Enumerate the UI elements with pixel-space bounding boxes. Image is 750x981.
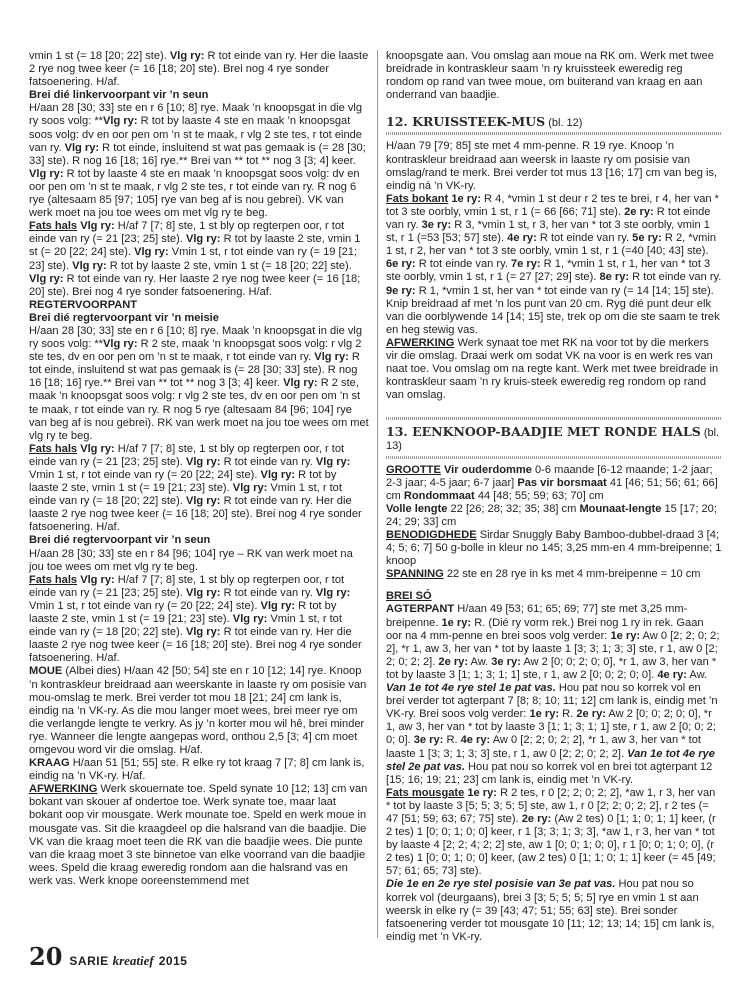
paragraph <box>29 89 369 102</box>
underlined-heading: BREI SÓ <box>386 590 432 603</box>
body-text: Aw 2 [0; 0; 2; 0; 0], *r 1, aw 3, her van * tot by laaste 3 [1; 1; 3; 1; 1] ste, r 1, aw 2 [0; 0; 2; 0; 0]. <box>386 708 716 747</box>
section-rule <box>386 132 722 135</box>
underlined-heading: AFWERKING <box>29 783 98 796</box>
section-heading-page-ref: (bl. 12) <box>545 117 583 130</box>
body-text: H/aan 28 [30; 33] ste en r 6 [10; 8] rye. Maak ’n knoopsgat in die vlg ry soos volg: ** <box>29 102 363 128</box>
body-text: Vmin 1 st, r tot einde van ry (= 19 [21; 23] ste). <box>29 246 358 272</box>
paragraph <box>386 590 722 603</box>
bold-label: Vlg ry: <box>232 613 268 626</box>
body-text: Aw 0 [2; 2; 0; 2; 2], *r 1, aw 3, her van * tot laaste 1 [3; 3; 1; 3; 3] ste, r 1, aw 0 [2; 2; 0; 2; 2]. <box>386 734 701 760</box>
body-text: R 3, *vmin 1 st, r 3, her van * tot 3 ste oorbly, vmin 1 st, r 1 (=53 [53; 57] ste). <box>386 219 710 245</box>
paragraph <box>29 102 369 220</box>
bold-label: 1e ry: <box>529 708 560 721</box>
body-text: R tot einde van ry. Her die laaste 2 rye nog twee keer (= 16 [18; 20] ste). Brei nog 4 rye sonder fatsoenering. H/af. <box>29 626 362 665</box>
body-text: H/aan 49 [53; 61; 65; 69; 77] ste met 3,25 mm-breipenne. <box>386 603 688 629</box>
body-text: knoopsgate aan. Vou omslag aan moue na RK om. Werk met twee breidrade in kontraskleur saam ’n ry kruissteek eweredig reg rondom op rand van twee moue, om buiterand van kraag en aan onderrand van baadjie. <box>386 50 714 102</box>
paragraph <box>29 443 369 535</box>
body-text: R tot einde, insluitend st wat pas gemaak is (= 28 [30; 33] ste). R nog 16 [18; 16] rye.** Brei van ** tot ** nog 3 [3; 4] keer. <box>29 351 360 390</box>
paragraph <box>29 299 369 312</box>
bold-label: Vlg ry: <box>134 246 169 259</box>
body-text: R tot einde van ry. Her die laaste 2 rye nog twee keer (= 16 [18; 20] ste). Brei nog 4 rye sonder fatsoenering. H/af. <box>29 50 369 89</box>
paragraph <box>29 220 369 299</box>
bold-label: Vlg ry: <box>185 455 221 468</box>
bold-label: 4e ry: <box>657 668 687 681</box>
body-text: H/aan 79 [79; 85] ste met 4 mm-penne. R 19 rye. Knoop ’n kontraskleur breidraad aan weersk in laaste ry om posisie van omslag/rand te merk. Brei verder tot mus 13 [16; 17] cm van beg is, eindig ná ’n VK-ry. <box>386 140 718 192</box>
body-text: Sirdar Snuggly Baby Bamboo-dubbel-draad 3 [4; 4; 5; 6; 7] 50 g-bolle in kleur no 145; 3,25 mm-en 4 mm-breipenne; 1 knoop <box>386 529 722 568</box>
paragraph <box>29 312 369 325</box>
bold-label: 7e ry: <box>510 258 541 271</box>
body-text: Vmin 1 st, r tot einde van ry (= 18 [20; 22] ste). <box>29 482 342 508</box>
magazine-name: SARIE <box>69 954 109 968</box>
body-text: R tot by laaste 2 ste, vmin 1 st (= 19 [21; 23] ste). <box>29 469 337 495</box>
underlined-heading: BENODIGDHEDE <box>386 529 477 541</box>
underlined-heading: Fats hals <box>29 573 78 586</box>
paragraph <box>386 50 722 102</box>
bold-label: Vlg ry: <box>314 351 349 364</box>
paragraph <box>386 878 722 943</box>
bold-label: 1e ry: <box>467 786 497 799</box>
bold-label: 1e ry: <box>441 616 472 629</box>
bold-label: Volle lengte <box>386 502 448 515</box>
underlined-heading: GROOTTE <box>386 463 441 476</box>
paragraph <box>386 503 722 529</box>
bold-label: AGTERPANT <box>386 603 455 616</box>
body-text: Aw. <box>686 668 708 681</box>
bold-label: 2e ry: <box>576 708 606 721</box>
section-heading-title: 13. EENKNOOP-BAADJIE MET RONDE HALS <box>386 424 701 440</box>
bold-label: KRAAG <box>29 757 70 770</box>
body-text: R 4, *vmin 1 st deur r 2 tes te brei, r 4, her van * tot 3 ste oorbly, vmin 1 st, r 1 (= 66 [66; 71] ste). <box>386 192 719 218</box>
bold-label: Vlg ry: <box>283 377 318 390</box>
bold-label: 2e ry: <box>438 655 469 668</box>
bold-label: Vlg ry: <box>185 626 221 639</box>
paragraph <box>386 568 722 581</box>
body-text: R tot einde van ry. <box>220 586 316 599</box>
body-text: Vmin 1 st, r tot einde van ry (= 20 [22; 24] ste). <box>29 599 261 612</box>
underlined-heading: Fats mousgate <box>386 786 465 799</box>
bold-label: Vlg ry: <box>185 495 221 508</box>
spacer <box>386 581 722 590</box>
paragraph <box>29 325 369 443</box>
body-text: Werk synaat toe met RK na voor tot by die merkers vir die omslag. Draai werk om sodat VK na voor is en werk res van naat toe. Vou omslag om na regte kant. Werk met twee breidrade in kontraskleur saam ’n ry kruis-steek eweredig reg rondom op rand van omslag. <box>386 336 719 402</box>
body-text: R tot einde van ry. <box>386 205 711 232</box>
paragraph <box>29 574 369 666</box>
body-text: R tot by laaste 4 ste en maak ’n knoopsgat soos volg: dv en oor pen om ’n st te maak, r vlg 2 ste tes, r tot einde van ry. R nog 6 rye (altesaam 85 [97; 105] rye van beg af is nou gebrei). VK van werk moet na jou toe wees om met vlg ry te beg. <box>29 167 360 220</box>
bold-label: Vlg ry: <box>169 50 205 62</box>
bold-label: 8e ry: <box>599 271 630 284</box>
bold-label: 4e ry: <box>460 734 491 747</box>
paragraph <box>386 140 722 192</box>
bold-label: Vlg ry: <box>315 455 351 468</box>
body-text: H/af 7 [7; 8] ste, 1 st bly op regterpen oor, r tot einde van ry (= 21 [23; 25] ste). <box>29 220 345 246</box>
body-text: R 2 tes, r 0 [2; 2; 0; 2; 2], *aw 1, r 3, her van * tot by laaste 3 [5; 5; 3; 5; 5] ste, aw 1, r 0 [2; 2; 0; 2; 2], r 2 tes (= 47 [51; 59; 63; 67; 75] ste). <box>386 786 716 825</box>
body-text: Hou pat nou so korrek vol en brei tot agterpant 12 [15; 16; 19; 21; 23] cm lank is, eindig met ’n VK-ry. <box>386 760 713 786</box>
body-text: R tot einde, insluitend st wat pas gemaak is (= 28 [30; 33] ste). R nog 16 [18; 16] rye.** Brei van ** tot ** nog 3 [3; 4] keer. <box>29 141 366 167</box>
bold-label: 3e ry: <box>491 655 521 668</box>
paragraph <box>29 757 369 783</box>
body-text: H/aan 28 [30; 33] ste en r 84 [96; 104] rye – RK van werk moet na jou toe wees om met vlg ry te beg. <box>29 547 353 573</box>
bold-label: 3e ry: <box>413 734 444 747</box>
bold-label: Vlg ry: <box>29 272 64 285</box>
bold-label: Vlg ry: <box>315 586 351 599</box>
body-text: R tot einde van ry. Her laaste 2 rye nog twee keer (= 16 [18; 20] ste). Brei nog 4 rye sonder fatsoenering. H/af. <box>29 272 361 298</box>
body-text: R tot by laaste 2 ste, vmin 1 st (= 19 [21; 23] ste). <box>29 599 337 626</box>
bold-label: Vlg ry: <box>80 573 115 586</box>
bold-label: 1e ry: <box>451 192 481 205</box>
body-text: R 1, *vmin 1 st, her van * tot einde van ry (= 14 [14; 15] ste). Knip breidraad af met ’n los punt van 20 cm. Ryg dié punt deur elk van die oorblywende 14 [14; 15] ste, trek op om die ste saam te trek en heg stewig vas. <box>386 284 720 336</box>
bold-label: Vlg ry: <box>64 141 100 154</box>
body-text: 22 [26; 28; 32; 35; 38] cm <box>447 502 580 515</box>
underlined-heading: AFWERKING <box>386 336 455 349</box>
bold-label: Vlg ry: <box>260 469 296 481</box>
bold-label: Vlg ry: <box>260 599 296 612</box>
paragraph <box>29 548 369 574</box>
body-text: H/af 7 [7; 8] ste, 1 st bly op regterpen oor, r tot einde van ry (= 21 [23; 25] ste). <box>29 573 345 599</box>
bold-label: Vlg ry: <box>103 115 138 128</box>
bold-label: Vlg ry: <box>72 259 107 272</box>
bold-label: Rondommaat <box>403 489 475 502</box>
body-text: 15 [17; 20; 24; 29; 33] cm <box>386 502 717 528</box>
section-heading <box>386 425 722 453</box>
body-text: 44 [48; 55; 59; 63; 70] cm <box>474 489 604 502</box>
paragraph <box>386 193 722 337</box>
column-divider <box>377 50 378 938</box>
body-text: 0-6 maande [6-12 maande; 1-2 jaar; 2-3 jaar; 4-5 jaar; 6-7 jaar] <box>386 463 713 489</box>
body-text: R. (Dié ry vorm rek.) Brei nog 1 ry in rek. Gaan oor na 4 mm-penne en brei soos volg verder: <box>386 616 704 642</box>
bold-label: 6e ry: <box>386 258 416 271</box>
underlined-heading: Fats bokant <box>386 192 449 205</box>
bold-label: Vir ouderdomme <box>443 463 532 476</box>
body-text: vmin 1 st (= 18 [20; 22] ste). <box>29 50 170 62</box>
bold-label: Vlg ry: <box>185 586 221 599</box>
body-text: R tot einde van ry. Her die laaste 2 rye nog twee keer (= 16 [18; 20] ste). Brei nog 4 rye sonder fatsoenering. H/af. <box>29 495 362 534</box>
paragraph <box>29 783 369 888</box>
bold-label: 3e ry: <box>421 219 452 232</box>
bold-label: 2e ry: <box>624 205 654 218</box>
body-text: R 1, *vmin 1 st, r 1, her van * tot 3 ste oorbly, vmin 1 st, r 1 (= 27 [27; 29] ste). <box>386 258 711 284</box>
bold-label: Vlg ry: <box>80 220 115 233</box>
spacer <box>386 402 722 415</box>
issue-year: 2015 <box>158 954 188 968</box>
body-text: H/aan 28 [30; 33] ste en r 6 [10; 8] rye. Maak ’n knoopsgat in die vlg ry soos volg: ** <box>29 324 363 351</box>
section-heading <box>386 115 722 130</box>
body-text: (Albei dies) H/aan 42 [50; 54] ste en r 10 [12; 14] rye. Knoop ’n kontraskleur breidraad aan weerskante in laaste ry om posisie van mou-omslag te merk. Brei verder tot mou 18 [21; 24] cm lank is, eindig na ’n VK-ry. As die mou langer moet wees, brei meer rye om die verlangde lengte te verkry. As jy ’n korter mou wil hê, brei minder rye. Wanneer die lengte aangepas word, onthou 2,5 [3; 4] cm moet omgevou word vir die omslag. H/af. <box>29 665 367 756</box>
bold-label: Brei dié regtervoorpant vir ’n seun <box>29 534 211 547</box>
paragraph <box>29 534 369 547</box>
body-text: R tot by laaste 2 ste, vmin 1 st (= 18 [20; 22] ste). <box>106 259 352 272</box>
bold-label: 2e ry: <box>521 812 552 825</box>
underlined-heading: Fats hals <box>29 442 78 455</box>
magazine-subtitle: kreatief <box>112 953 154 968</box>
pattern-note: Die 1e en 2e rye stel posisie van 3e pat vas. <box>386 878 616 891</box>
paragraph <box>386 529 722 568</box>
paragraph <box>29 50 369 89</box>
body-text: R tot einde van ry. <box>536 232 633 245</box>
body-text: 41 [46; 51; 56; 61; 66] cm <box>386 476 718 502</box>
pattern-note: Van 1e tot 4e rye stel 2e pat vas. <box>386 747 715 773</box>
right-column <box>386 50 722 944</box>
body-text: (Aw 2 tes) 0 [1; 1; 0; 1; 1] keer, (r 2 tes) 1 [0; 0; 1; 0; 0] keer, r 1 [3; 3; 1; 3; 3], *aw 1, r 3, her van * tot by laaste 4 [2; 2; 4; 2; 2] ste, aw 1 [0; 0; 1; 0; 0], r 1 [0; 0; 1; 0; 0], (r 2 tes) 1 [0; 0; 1; 0; 0] keer, (aw 2 tes) 0 [1; 1; 0; 1; 1] keer (= 45 [49; 57; 61; 65; 73] ste). <box>386 812 716 878</box>
body-text: Hou pat nou so korrek vol en brei verder tot agterpant 7 [8; 8; 10; 11; 12] cm lank is, eindig met ’n VK-ry. Brei soos volg verder: <box>386 682 718 721</box>
bold-label: 1e ry: <box>610 629 641 642</box>
body-text: R tot einde van ry. <box>629 271 722 284</box>
section-rule <box>386 456 722 459</box>
pattern-note: Van 1e tot 4e rye stel 1e pat vas. <box>386 682 556 695</box>
body-text: Vmin 1 st, r tot einde van ry (= 20 [22; 24] ste). <box>29 469 261 481</box>
page-footer <box>29 942 187 972</box>
section-heading-title: 12. KRUISSTEEK-MUS <box>386 114 546 130</box>
body-text: Aw 0 [2; 2; 0; 2; 2], *r 1, aw 3, her van * tot by laaste 1 [3; 3; 1; 3; 3] ste, r 1, aw 0 [2; 2; 0; 2; 2]. <box>386 629 720 668</box>
bold-label: Mounaat-lengte <box>579 502 662 515</box>
bold-label: Brei dié linkervoorpant vir ’n seun <box>29 89 209 102</box>
bold-label: REGTERVOORPANT <box>29 298 138 311</box>
bold-label: Vlg ry: <box>29 167 64 180</box>
paragraph <box>386 464 722 503</box>
bold-label: Vlg ry: <box>103 338 138 351</box>
body-text: R tot einde van ry. <box>220 455 316 468</box>
underlined-heading: SPANNING <box>386 568 444 581</box>
body-text: R. <box>559 708 577 721</box>
bold-label: 5e ry: <box>632 232 662 245</box>
body-text: R 2 ste, maak ’n knoopsgat soos volg: r vlg 2 ste tes, dv en oor pen om ’n st te maak, r tot einde van ry. <box>29 338 362 364</box>
body-text: R. <box>443 734 461 747</box>
bold-label: 4e ry: <box>507 232 537 245</box>
paragraph <box>386 603 722 786</box>
body-text: Vmin 1 st, r tot einde van ry (= 18 [20; 22] ste). <box>29 613 342 639</box>
body-text: Aw. <box>468 655 492 668</box>
body-text: Hou pat nou so korrek vol (deurgaans), brei 3 [3; 5; 5; 5; 5] rye en vmin 1 st aan weersk in elke ry (= 39 [43; 47; 51; 55; 63] ste). Brei sonder fatsoenering verder tot mousgate 10 [11; 12; 13; 14; 15] cm lank is, eindig met ’n VK-ry. <box>386 878 715 943</box>
body-text: R 2, *vmin 1 st, r 2, her van * tot 3 ste oorbly, vmin 1 st, r 1 (=40 [40; 43] ste). <box>386 232 717 258</box>
bold-label: Vlg ry: <box>185 233 221 246</box>
bold-label: Brei dié regtervoorpant vir ’n meisie <box>29 311 219 324</box>
body-text: Werk skouernate toe. Speld synate 10 [12; 13] cm van bokant van skouer af ondertoe toe. Werk synate toe, maar laat bokant oop vir mousgate. Werk mounate toe. Speld en werk moue in mousgate vas. Sit die kraagdeel op die halsrand van die baadjie. Die VK van die kraag moet teen die RK van die baadjie wees. Die punte van die kraag moet 3 ste binnetoe van elke voorrand van die baadjie wees. Speld die kraag eweredig rondom aan die halsrand vas en werk vas. Werk knope ooreenstemmend met <box>29 783 368 887</box>
body-text: R tot einde van ry. <box>415 258 511 271</box>
bold-label: 9e ry: <box>386 284 416 297</box>
bold-label: Pas vir borsmaat <box>517 476 607 489</box>
body-text: R 2 ste, maak ’n knoopsgat soos volg: r vlg 2 ste tes, dv en oor pen om ’n st te maak, r tot einde van ry. R nog 5 rye (altesaam 84 [96; 104] rye van beg af is nou gebrei). RK van werk moet na jou toe wees om met vlg ry te beg. <box>29 377 369 442</box>
section-heading-page-ref: (bl. 13) <box>386 427 720 453</box>
body-text: 22 ste en 28 rye in ks met 4 mm-breipenne = 10 cm <box>443 568 701 581</box>
body-text: R tot by laaste 2 ste, vmin 1 st (= 20 [22; 24] ste). <box>29 233 361 259</box>
left-column <box>29 50 369 888</box>
body-text: Aw 2 [0; 0; 2; 0; 0], *r 1, aw 3, her van * tot by laaste 3 [1; 1; 3; 1; 1] ste, r 1, aw 2 [0; 0; 2; 0; 0]. <box>386 655 717 681</box>
bold-label: Vlg ry: <box>80 442 115 455</box>
page-number: 20 <box>29 942 63 971</box>
body-text: H/af 7 [7; 8] ste, 1 st bly op regterpen oor, r tot einde van ry (= 21 [23; 25] ste). <box>29 442 345 468</box>
body-text: R tot by laaste 4 ste en maak ’n knoopsgat soos volg: dv en oor pen om ’n st te maak, r vlg 2 ste tes, r tot einde van ry. <box>29 115 362 154</box>
bold-label: MOUE <box>29 665 63 678</box>
bold-label: Vlg ry: <box>232 482 268 495</box>
underlined-heading: Fats hals <box>29 220 78 233</box>
body-text: H/aan 51 [51; 55] ste. R elke ry tot kraag 7 [7; 8] cm lank is, eindig na ’n VK-ry. H/af. <box>29 757 365 783</box>
paragraph <box>386 787 722 879</box>
paragraph <box>386 337 722 402</box>
paragraph <box>29 665 369 757</box>
section-rule <box>386 417 722 420</box>
